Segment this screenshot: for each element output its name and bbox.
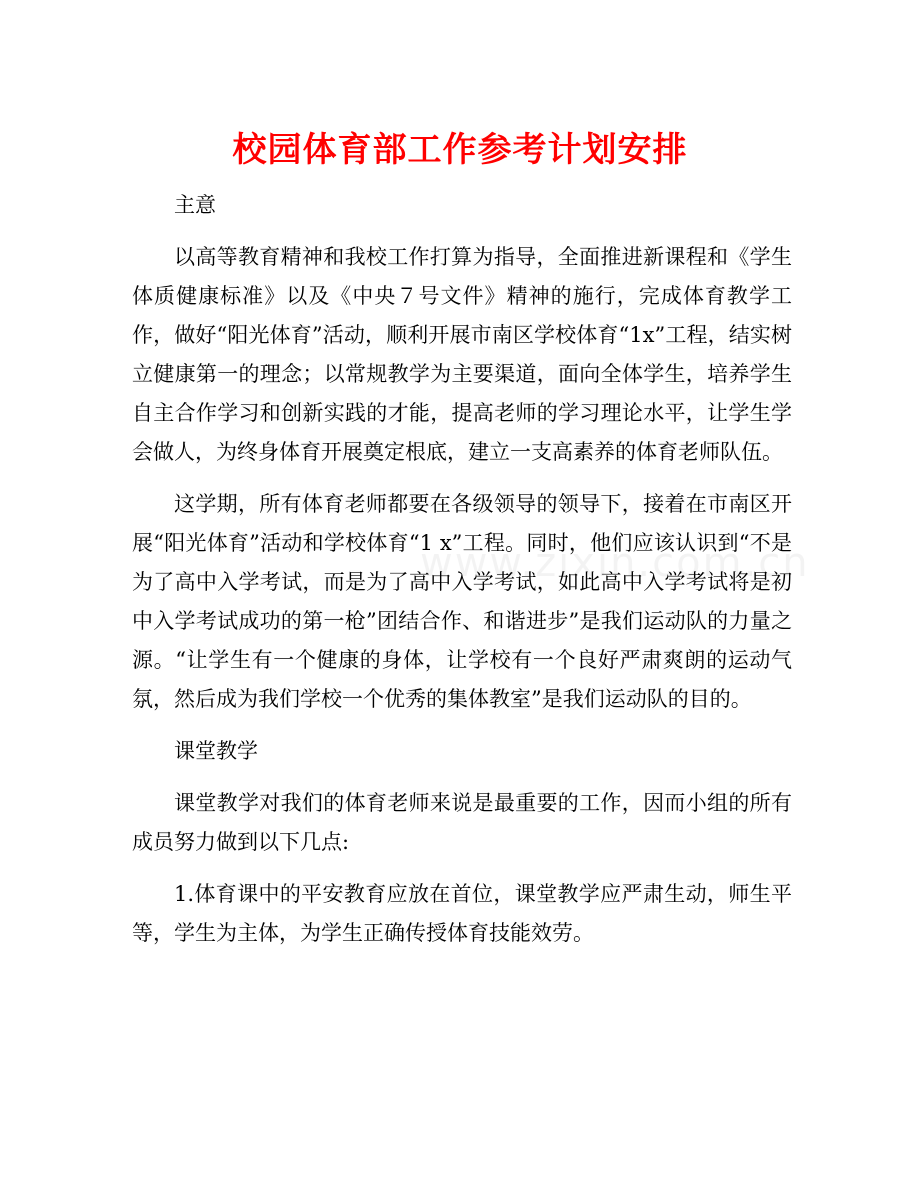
- paragraph-semester-goals: 这学期，所有体育老师都要在各级领导的领导下，接着在市南区开展“阳光体育”活动和学校体育“1 x”工程。同时，他们应该认识到“不是为了高中入学考试，而是为了高中入学考试，如此高中入学考试将是初中入学考试成功的第一枪”团结合作、和谐进步”是我们运动队的力量之源。“让学生有一个健康的身体，让学校有一个良好严肃爽朗的运动气氛，然后成为我们学校一个优秀的集体教室”是我们运动队的目的。: [132, 492, 792, 711]
- paragraph-classroom-intro: 课堂教学对我们的体育老师来说是最重要的工作，因而小组的所有成员努力做到以下几点:: [132, 791, 792, 854]
- paragraph-guiding-ideas: 以高等教育精神和我校工作打算为指导，全面推进新课程和《学生体质健康标准》以及《中央７号文件》精神的施行，完成体育教学工作，做好“阳光体育”活动，顺利开展市南区学校体育“1x”工程，结实树立健康第一的理念；以常规教学为主要渠道，面向全体学生，培养学生自主合作学习和创新实践的才能，提高老师的学习理论水平，让学生学会做人，为终身体育开展奠定根底，建立一支高素养的体育老师队伍。: [132, 245, 792, 464]
- paragraph-point-1: 1.体育课中的平安教育应放在首位，课堂教学应严肃生动，师生平等，学生为主体，为学生正确传授体育技能效劳。: [132, 882, 792, 945]
- document-title: 校园体育部工作参考计划安排: [232, 130, 688, 170]
- document-body: [132, 186, 792, 966]
- section-heading-main-idea: 主意: [174, 193, 216, 217]
- section-heading-classroom-teaching: 课堂教学: [174, 739, 258, 763]
